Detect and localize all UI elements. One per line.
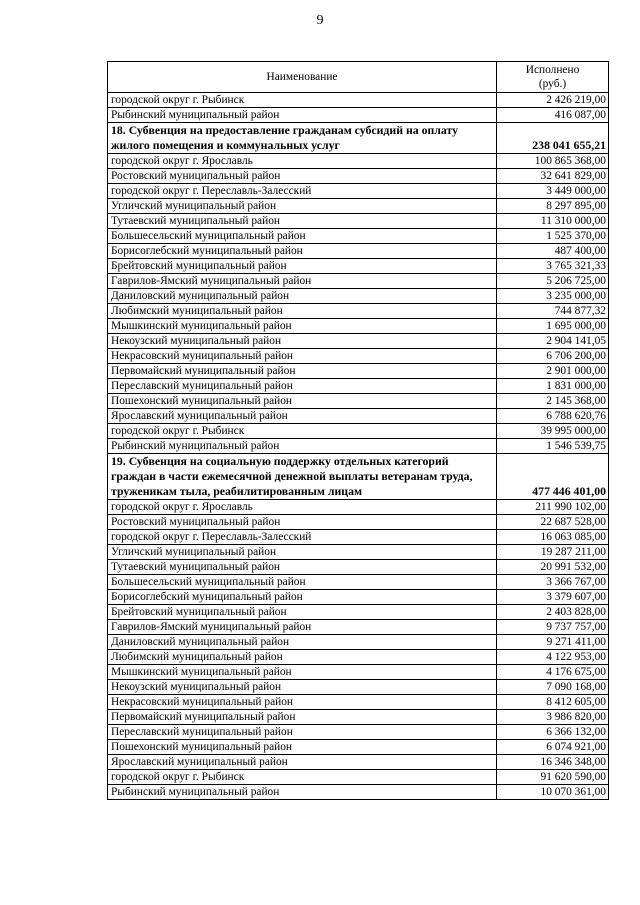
recipient-amount: 10 070 361,00 xyxy=(497,785,609,800)
section-total-amount: 238 041 655,21 xyxy=(497,123,609,154)
table-row xyxy=(108,605,609,620)
table-row xyxy=(108,349,609,364)
recipient-name: Борисоглебский муниципальный район xyxy=(108,244,497,259)
table-row xyxy=(108,379,609,394)
recipient-name: Некрасовский муниципальный район xyxy=(108,349,497,364)
recipient-name: городской округ г. Ярославль xyxy=(108,500,497,515)
recipient-amount: 2 426 219,00 xyxy=(497,93,609,108)
table-row xyxy=(108,710,609,725)
recipient-name: городской округ г. Ярославль xyxy=(108,154,497,169)
recipient-name: Рыбинский муниципальный район xyxy=(108,108,497,123)
recipient-amount: 6 706 200,00 xyxy=(497,349,609,364)
recipient-amount: 11 310 000,00 xyxy=(497,214,609,229)
recipient-name: Ярославский муниципальный район xyxy=(108,409,497,424)
recipient-name: Большесельский муниципальный район xyxy=(108,575,497,590)
recipient-amount: 3 986 820,00 xyxy=(497,710,609,725)
recipient-name: Мышкинский муниципальный район xyxy=(108,319,497,334)
table-row xyxy=(108,575,609,590)
table-row xyxy=(108,214,609,229)
recipient-name: Брейтовский муниципальный район xyxy=(108,605,497,620)
table-row xyxy=(108,650,609,665)
recipient-amount: 20 991 532,00 xyxy=(497,560,609,575)
column-header-amount-line2: (руб.) xyxy=(538,78,567,90)
table-row xyxy=(108,755,609,770)
recipient-name: городской округ г. Рыбинск xyxy=(108,424,497,439)
recipient-name: Угличский муниципальный район xyxy=(108,545,497,560)
table-header-row xyxy=(108,62,609,93)
recipient-amount: 3 449 000,00 xyxy=(497,184,609,199)
recipient-name: городской округ г. Рыбинск xyxy=(108,770,497,785)
recipient-name: Брейтовский муниципальный район xyxy=(108,259,497,274)
recipient-name: Гаврилов-Ямский муниципальный район xyxy=(108,274,497,289)
table-row xyxy=(108,515,609,530)
table-row xyxy=(108,364,609,379)
recipient-amount: 2 901 000,00 xyxy=(497,364,609,379)
table-row xyxy=(108,665,609,680)
recipient-amount: 487 400,00 xyxy=(497,244,609,259)
recipient-amount: 9 737 757,00 xyxy=(497,620,609,635)
table-row xyxy=(108,319,609,334)
recipient-amount: 100 865 368,00 xyxy=(497,154,609,169)
recipient-amount: 19 287 211,00 xyxy=(497,545,609,560)
page-number: 9 xyxy=(316,13,324,28)
table-row xyxy=(108,695,609,710)
recipient-name: Даниловский муниципальный район xyxy=(108,635,497,650)
recipient-name: Переславский муниципальный район xyxy=(108,725,497,740)
recipient-amount: 5 206 725,00 xyxy=(497,274,609,289)
table-row xyxy=(108,199,609,214)
subventions-table xyxy=(107,61,609,800)
table-row xyxy=(108,785,609,800)
recipient-amount: 2 403 828,00 xyxy=(497,605,609,620)
recipient-amount: 1 831 000,00 xyxy=(497,379,609,394)
section-18-header-row xyxy=(108,123,609,154)
recipient-amount: 3 765 321,33 xyxy=(497,259,609,274)
table-row xyxy=(108,770,609,785)
recipient-amount: 6 788 620,76 xyxy=(497,409,609,424)
recipient-name: Первомайский муниципальный район xyxy=(108,710,497,725)
recipient-name: Некрасовский муниципальный район xyxy=(108,695,497,710)
table-row xyxy=(108,409,609,424)
recipient-name: Гаврилов-Ямский муниципальный район xyxy=(108,620,497,635)
recipient-amount: 744 877,32 xyxy=(497,304,609,319)
table-row xyxy=(108,259,609,274)
recipient-amount: 211 990 102,00 xyxy=(497,500,609,515)
section-title: 19. Субвенция на социальную поддержку отдельных категорий граждан в части ежемесячной денежной выплаты ветеранам труда, труженикам тыла, реабилитированным лицам xyxy=(108,454,497,500)
table-row xyxy=(108,108,609,123)
recipient-name: Ярославский муниципальный район xyxy=(108,755,497,770)
recipient-name: Любимский муниципальный район xyxy=(108,650,497,665)
recipient-name: Пошехонский муниципальный район xyxy=(108,740,497,755)
table-row xyxy=(108,424,609,439)
recipient-amount: 3 235 000,00 xyxy=(497,289,609,304)
recipient-amount: 7 090 168,00 xyxy=(497,680,609,695)
section-19-header-row xyxy=(108,454,609,500)
table-row xyxy=(108,545,609,560)
recipient-name: Рыбинский муниципальный район xyxy=(108,785,497,800)
recipient-amount: 1 525 370,00 xyxy=(497,229,609,244)
recipient-name: Угличский муниципальный район xyxy=(108,199,497,214)
recipient-amount: 1 546 539,75 xyxy=(497,439,609,454)
recipient-amount: 8 412 605,00 xyxy=(497,695,609,710)
recipient-amount: 4 176 675,00 xyxy=(497,665,609,680)
section-total-amount: 477 446 401,00 xyxy=(497,454,609,500)
recipient-amount: 91 620 590,00 xyxy=(497,770,609,785)
table-row xyxy=(108,229,609,244)
recipient-amount: 22 687 528,00 xyxy=(497,515,609,530)
recipient-name: Любимский муниципальный район xyxy=(108,304,497,319)
table-row xyxy=(108,590,609,605)
recipient-amount: 4 122 953,00 xyxy=(497,650,609,665)
table-row xyxy=(108,334,609,349)
column-header-amount-line1: Исполнено xyxy=(525,64,580,76)
table-row xyxy=(108,274,609,289)
table-row xyxy=(108,439,609,454)
recipient-amount: 6 366 132,00 xyxy=(497,725,609,740)
recipient-amount: 6 074 921,00 xyxy=(497,740,609,755)
table-row xyxy=(108,154,609,169)
recipient-name: Тутаевский муниципальный район xyxy=(108,560,497,575)
recipient-name: Ростовский муниципальный район xyxy=(108,169,497,184)
recipient-name: городской округ г. Переславль-Залесский xyxy=(108,530,497,545)
recipient-amount: 9 271 411,00 xyxy=(497,635,609,650)
recipient-name: Рыбинский муниципальный район xyxy=(108,439,497,454)
recipient-name: Первомайский муниципальный район xyxy=(108,364,497,379)
table-row xyxy=(108,635,609,650)
recipient-amount: 2 145 368,00 xyxy=(497,394,609,409)
recipient-amount: 16 063 085,00 xyxy=(497,530,609,545)
recipient-amount: 16 346 348,00 xyxy=(497,755,609,770)
table-row xyxy=(108,740,609,755)
section-title: 18. Субвенция на предоставление гражданам субсидий на оплату жилого помещения и коммунальных услуг xyxy=(108,123,497,154)
recipient-amount: 3 366 767,00 xyxy=(497,575,609,590)
table-row xyxy=(108,93,609,108)
column-header-amount xyxy=(497,62,609,93)
table-row xyxy=(108,680,609,695)
recipient-amount: 416 087,00 xyxy=(497,108,609,123)
recipient-name: Мышкинский муниципальный район xyxy=(108,665,497,680)
recipient-amount: 32 641 829,00 xyxy=(497,169,609,184)
recipient-name: Большесельский муниципальный район xyxy=(108,229,497,244)
table-row xyxy=(108,244,609,259)
recipient-name: Некоузский муниципальный район xyxy=(108,334,497,349)
table-body xyxy=(108,93,609,800)
table-row xyxy=(108,169,609,184)
table-row xyxy=(108,620,609,635)
recipient-amount: 8 297 895,00 xyxy=(497,199,609,214)
recipient-name: городской округ г. Рыбинск xyxy=(108,93,497,108)
recipient-name: Пошехонский муниципальный район xyxy=(108,394,497,409)
recipient-amount: 2 904 141,05 xyxy=(497,334,609,349)
recipient-amount: 1 695 000,00 xyxy=(497,319,609,334)
recipient-amount: 39 995 000,00 xyxy=(497,424,609,439)
table-row xyxy=(108,500,609,515)
table-row xyxy=(108,725,609,740)
table-row xyxy=(108,184,609,199)
recipient-name: Борисоглебский муниципальный район xyxy=(108,590,497,605)
recipient-name: Тутаевский муниципальный район xyxy=(108,214,497,229)
recipient-name: Ростовский муниципальный район xyxy=(108,515,497,530)
table-row xyxy=(108,394,609,409)
column-header-name: Наименование xyxy=(108,62,497,93)
table-row xyxy=(108,560,609,575)
recipient-name: Переславский муниципальный район xyxy=(108,379,497,394)
recipient-amount: 3 379 607,00 xyxy=(497,590,609,605)
recipient-name: городской округ г. Переславль-Залесский xyxy=(108,184,497,199)
table-row xyxy=(108,530,609,545)
table-row xyxy=(108,289,609,304)
table-row xyxy=(108,304,609,319)
recipient-name: Некоузский муниципальный район xyxy=(108,680,497,695)
recipient-name: Даниловский муниципальный район xyxy=(108,289,497,304)
